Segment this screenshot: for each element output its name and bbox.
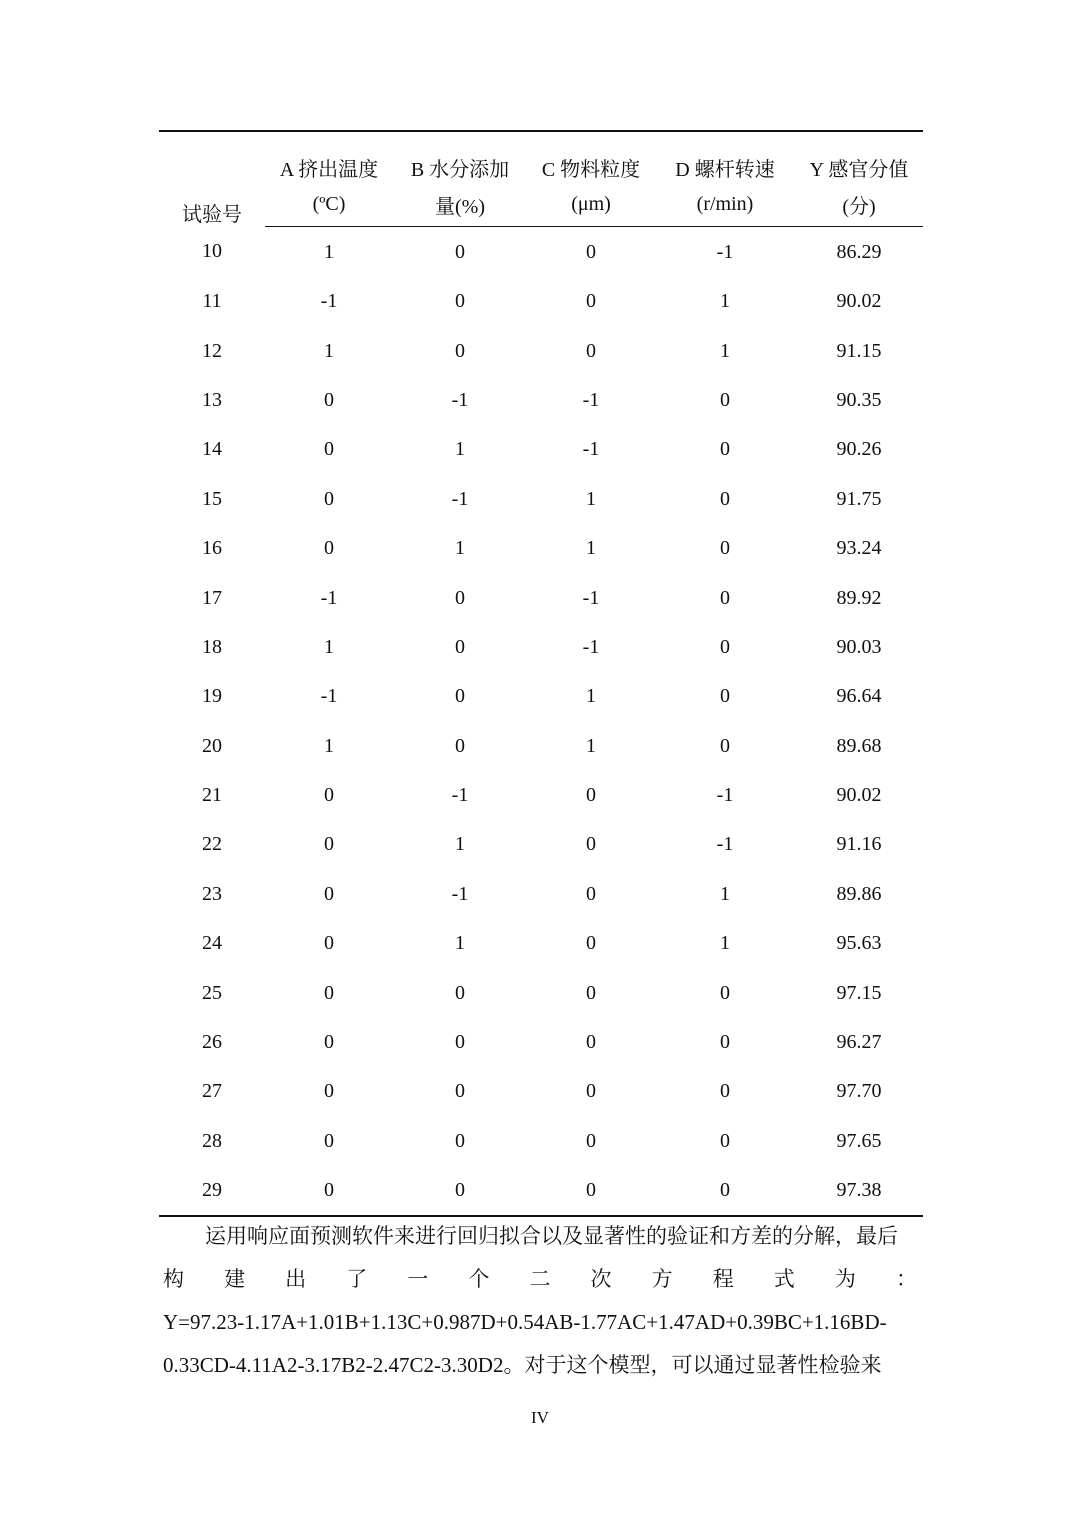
table-cell: 0 [455, 1129, 465, 1152]
table-cell: 97.70 [836, 1080, 882, 1103]
table-cell: 0 [455, 685, 465, 708]
table-cell: 0 [586, 882, 596, 905]
header-sensory-score: Y 感官分值 [795, 131, 923, 182]
table-row [159, 425, 923, 474]
table-cell: 0 [720, 487, 730, 510]
table-cell: 0 [720, 388, 730, 411]
table-cell: 29 [159, 1166, 265, 1216]
table-header [159, 131, 923, 227]
table-cell: 90.02 [836, 784, 882, 807]
table-row [159, 227, 923, 278]
table-cell: 26 [202, 1031, 222, 1054]
table-cell: 1 [586, 487, 596, 510]
table-row [159, 524, 923, 573]
table-cell: 90.03 [836, 635, 882, 658]
table-cell: 1 [455, 537, 465, 560]
table-row [159, 1117, 923, 1166]
table-row [159, 326, 923, 375]
table-row [159, 919, 923, 968]
header-particle-size-unit: (μm) [527, 182, 655, 227]
table-cell: 89.86 [836, 882, 882, 905]
page-number: IV [531, 1408, 549, 1427]
paragraph-char: 程 [712, 1267, 734, 1291]
table-cell: 0 [720, 586, 730, 609]
table-cell: 0 [586, 290, 596, 313]
table-cell: 1 [586, 537, 596, 560]
table-body [159, 227, 923, 1217]
header-extrusion-temp: A 挤出温度 [265, 131, 393, 182]
table-cell: 1 [720, 932, 730, 955]
table-cell: 0 [720, 1080, 730, 1103]
table-row [159, 820, 923, 869]
table-cell: 0 [393, 1166, 527, 1216]
table-cell: 1 [455, 438, 465, 461]
table-cell: 90.35 [836, 388, 882, 411]
table-cell: 10 [202, 240, 222, 263]
table-cell: 1 [324, 240, 334, 263]
table-cell: -1 [451, 784, 469, 807]
table-cell: 96.64 [836, 685, 882, 708]
table-cell: 96.27 [836, 1031, 882, 1054]
table-cell: 1 [720, 290, 730, 313]
header-sensory-score-unit: (分) [795, 182, 923, 227]
table-row [159, 623, 923, 672]
table-cell: -1 [582, 438, 600, 461]
table-row [159, 573, 923, 622]
table-cell: 90.02 [836, 290, 882, 313]
table-cell: 91.16 [836, 833, 882, 856]
table-cell: 86.29 [836, 240, 882, 263]
paragraph-char: 式 [773, 1267, 795, 1291]
paragraph-char: 建 [224, 1267, 246, 1291]
table-cell: 0 [586, 784, 596, 807]
table-cell: 1 [586, 685, 596, 708]
table-cell: 1 [720, 339, 730, 362]
paragraph-line-3-equation: Y=97.23-1.17A+1.01B+1.13C+0.987D+0.54AB-1.77AC+1.47AD+0.39BC+1.16BD- [163, 1310, 887, 1334]
table-row [159, 1166, 923, 1216]
table-cell: -1 [582, 388, 600, 411]
table-cell: 97.65 [836, 1129, 882, 1152]
table-cell: 0 [324, 932, 334, 955]
paragraph-char: 个 [468, 1267, 490, 1291]
table-cell: 0 [455, 339, 465, 362]
table-cell: 0 [324, 438, 334, 461]
table-cell: 0 [527, 1166, 655, 1216]
table-cell: 0 [455, 734, 465, 757]
table-cell: 0 [324, 981, 334, 1004]
table-cell: 20 [202, 734, 222, 757]
table-cell: 93.24 [836, 537, 882, 560]
paragraph-line-1: 运用响应面预测软件来进行回归拟合以及显著性的验证和方差的分解，最后 [205, 1224, 898, 1248]
table-cell: 0 [324, 1080, 334, 1103]
table-cell: 12 [202, 339, 222, 362]
table-cell: 0 [455, 981, 465, 1004]
table-cell: 1 [324, 734, 334, 757]
table-cell: 0 [324, 833, 334, 856]
table-cell: 0 [586, 1080, 596, 1103]
table-cell: 0 [324, 784, 334, 807]
table-cell: 0 [455, 290, 465, 313]
table-cell: -1 [716, 784, 734, 807]
table-cell: 0 [586, 339, 596, 362]
table-cell: 0 [586, 1031, 596, 1054]
table-cell: 13 [202, 388, 222, 411]
results-table-container [159, 130, 923, 1217]
table-row [159, 1067, 923, 1116]
table-cell: 0 [720, 685, 730, 708]
table-cell: 1 [324, 339, 334, 362]
table-cell: 1 [720, 882, 730, 905]
table-cell: -1 [320, 586, 338, 609]
table-cell: 28 [202, 1129, 222, 1152]
table-cell: 1 [455, 833, 465, 856]
paragraph-char: 方 [651, 1267, 673, 1291]
table-cell: 0 [720, 537, 730, 560]
table-row [159, 475, 923, 524]
table-cell: 0 [324, 537, 334, 560]
table-cell: 0 [586, 981, 596, 1004]
table-cell: 1 [586, 734, 596, 757]
table-cell: 24 [202, 932, 222, 955]
table-row [159, 771, 923, 820]
table-row [159, 1018, 923, 1067]
table-cell: 0 [586, 932, 596, 955]
table-cell: 0 [455, 635, 465, 658]
table-cell: 15 [202, 487, 222, 510]
table-cell: 0 [720, 734, 730, 757]
paragraph-line-4: 0.33CD-4.11A2-3.17B2-2.47C2-3.30D2。对于这个模型，可以通过显著性检验来 [163, 1353, 882, 1377]
table-cell: 0 [720, 1031, 730, 1054]
table-cell: 0 [324, 882, 334, 905]
table-cell: 22 [202, 833, 222, 856]
header-water-addition-unit: 量(%) [393, 182, 527, 227]
header-particle-size: C 物料粒度 [527, 131, 655, 182]
table-cell: 21 [202, 784, 222, 807]
results-table [159, 130, 923, 1217]
table-cell: -1 [451, 388, 469, 411]
table-cell: 0 [324, 388, 334, 411]
table-cell: 25 [202, 981, 222, 1004]
table-cell: 0 [455, 240, 465, 263]
table-cell: 0 [455, 1031, 465, 1054]
paragraph-char: 构 [163, 1267, 184, 1291]
table-cell: -1 [320, 685, 338, 708]
table-cell: -1 [451, 487, 469, 510]
paragraph-char: ： [895, 1267, 917, 1291]
table-cell: 95.63 [836, 932, 882, 955]
table-cell: 17 [202, 586, 222, 609]
table-cell: 19 [202, 685, 222, 708]
paragraph-char: 二 [529, 1267, 551, 1291]
table-cell: 0 [586, 833, 596, 856]
table-cell: 91.15 [836, 339, 882, 362]
table-cell: -1 [451, 882, 469, 905]
table-cell: 0 [324, 1129, 334, 1152]
header-screw-speed-unit: (r/min) [655, 182, 795, 227]
table-cell: -1 [716, 833, 734, 856]
table-row [159, 376, 923, 425]
table-cell: 0 [265, 1166, 393, 1216]
table-row [159, 870, 923, 919]
table-cell: -1 [320, 290, 338, 313]
paragraph-char: 了 [346, 1267, 368, 1291]
header-trial-number: 试验号 [159, 131, 265, 227]
table-row [159, 722, 923, 771]
table-cell: -1 [716, 240, 734, 263]
table-row [159, 672, 923, 721]
table-cell: 0 [720, 1129, 730, 1152]
paragraph-line-2 [163, 1258, 917, 1301]
header-extrusion-temp-unit: (ºC) [265, 182, 393, 227]
table-cell: 91.75 [836, 487, 882, 510]
table-cell: 89.68 [836, 734, 882, 757]
table-cell: 14 [202, 438, 222, 461]
header-water-addition: B 水分添加 [393, 131, 527, 182]
table-cell: 0 [586, 1129, 596, 1152]
table-cell: 1 [324, 635, 334, 658]
table-cell: 0 [455, 586, 465, 609]
table-cell: 0 [720, 635, 730, 658]
table-cell: 11 [202, 290, 222, 313]
table-cell: -1 [582, 586, 600, 609]
table-cell: 1 [455, 932, 465, 955]
table-cell: 18 [202, 635, 222, 658]
table-cell: 27 [202, 1080, 222, 1103]
table-cell: 97.38 [795, 1166, 923, 1216]
table-cell: 97.15 [836, 981, 882, 1004]
header-screw-speed: D 螺杆转速 [655, 131, 795, 182]
paragraph-char: 为 [834, 1267, 856, 1291]
table-cell: 0 [455, 1080, 465, 1103]
table-cell: 23 [202, 882, 222, 905]
table-row [159, 968, 923, 1017]
table-cell: 0 [720, 981, 730, 1004]
table-cell: 0 [720, 438, 730, 461]
table-cell: 0 [324, 1031, 334, 1054]
paragraph-char: 一 [407, 1267, 429, 1291]
table-row [159, 277, 923, 326]
paragraph-char: 次 [590, 1267, 612, 1291]
table-cell: 0 [586, 240, 596, 263]
table-cell: 0 [324, 487, 334, 510]
table-cell: 90.26 [836, 438, 882, 461]
paragraph-char: 出 [285, 1267, 307, 1291]
table-cell: 89.92 [836, 586, 882, 609]
table-cell: 16 [202, 537, 222, 560]
table-cell: 0 [655, 1166, 795, 1216]
table-cell: -1 [582, 635, 600, 658]
